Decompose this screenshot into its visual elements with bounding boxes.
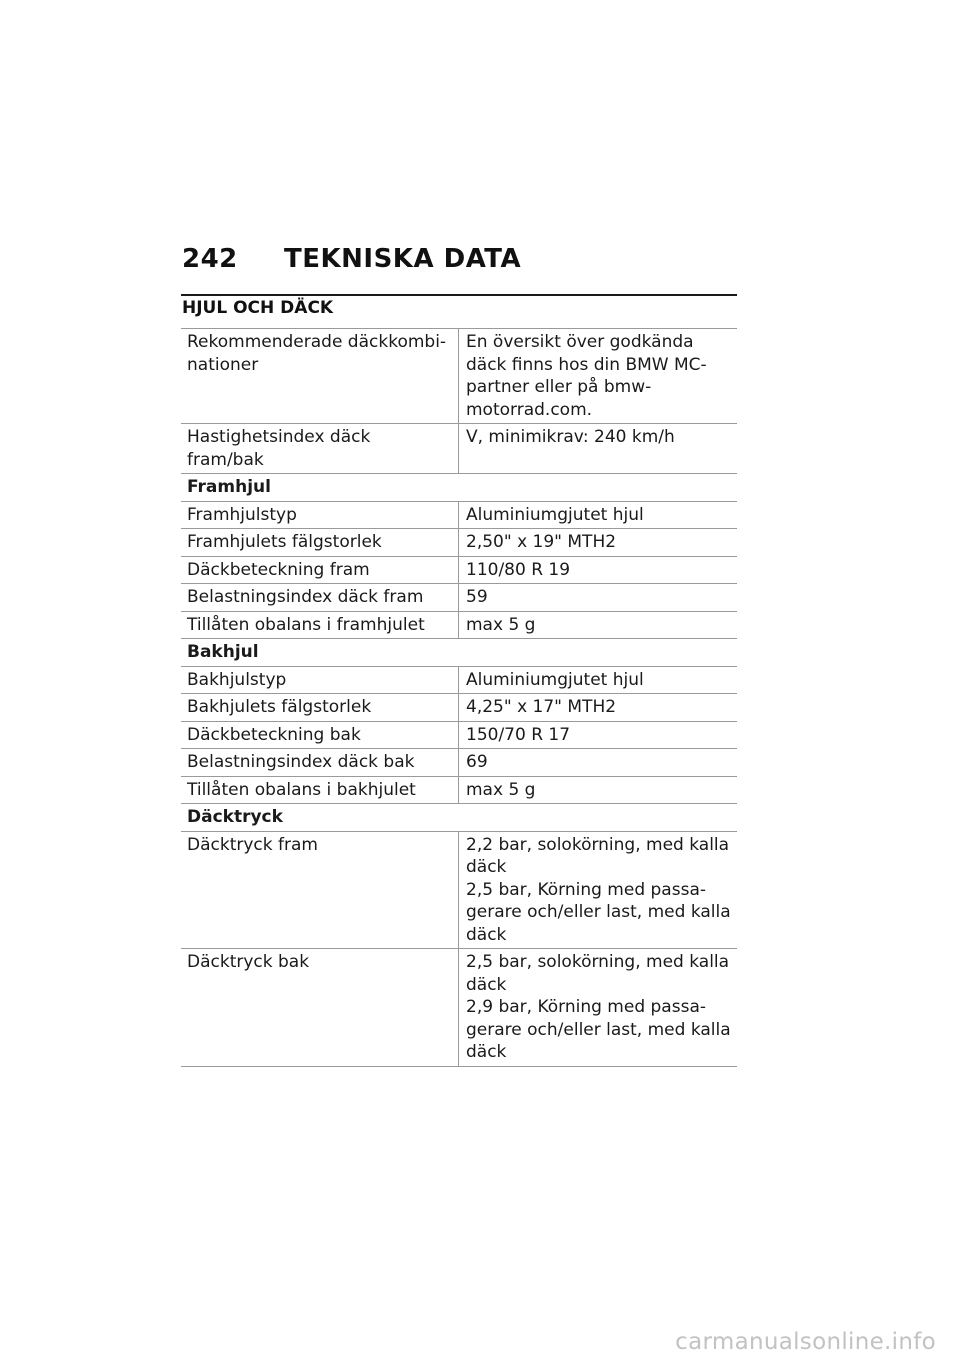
spec-value <box>459 556 738 584</box>
spec-value-line: V, minimikrav: 240 km/h <box>466 427 675 447</box>
group-header-row <box>181 804 737 832</box>
spec-value <box>459 611 738 639</box>
spec-value-line: 4,25" x 17" MTH2 <box>466 697 617 717</box>
spec-value-line: 2,50" x 19" MTH2 <box>466 532 617 552</box>
spec-row <box>181 501 737 529</box>
group-header: Däcktryck <box>187 807 283 827</box>
spec-label <box>181 776 459 804</box>
spec-row <box>181 329 737 424</box>
spec-value-line: däck <box>466 1042 507 1062</box>
spec-label <box>181 584 459 612</box>
watermark: carmanualsonline.info <box>675 1329 936 1355</box>
spec-value-line: Aluminiumgjutet hjul <box>466 504 644 525</box>
spec-label-line: Rekommenderade däckkombi- <box>187 332 447 352</box>
spec-value <box>459 529 738 557</box>
spec-value-line: däck <box>466 857 507 877</box>
spec-label <box>181 329 459 424</box>
spec-label <box>181 831 459 949</box>
spec-value <box>459 666 738 694</box>
spec-label <box>181 721 459 749</box>
spec-value <box>459 776 738 804</box>
spec-label <box>181 556 459 584</box>
spec-label <box>181 529 459 557</box>
chapter-title: TEKNISKA DATA <box>284 244 522 274</box>
spec-label <box>181 424 459 474</box>
spec-row <box>181 721 737 749</box>
spec-label-line: Belastningsindex däck bak <box>187 752 415 772</box>
spec-table <box>181 328 737 1067</box>
spec-value-line: gerare och/eller last, med kalla <box>466 902 731 922</box>
spec-row <box>181 666 737 694</box>
spec-label-line: Hastighetsindex däck fram/bak <box>187 427 371 470</box>
spec-label-line: Framhjulets fälgstorlek <box>187 532 382 552</box>
spec-value-line: däck <box>466 924 507 945</box>
spec-label-line: Däckbeteckning bak <box>187 724 361 745</box>
group-header-row <box>181 639 737 667</box>
page-number: 242 <box>182 244 238 274</box>
page-header <box>182 244 521 274</box>
section-title: HJUL OCH DÄCK <box>182 298 334 318</box>
spec-label-line: nationer <box>187 354 259 375</box>
group-header: Bakhjul <box>187 642 259 662</box>
spec-value <box>459 424 738 474</box>
spec-value <box>459 329 738 424</box>
group-header: Framhjul <box>187 477 271 497</box>
spec-value-line: 2,2 bar, solokörning, med kalla <box>466 834 730 855</box>
spec-value-line: 2,5 bar, solokörning, med kalla <box>466 952 730 972</box>
spec-value-line: 2,5 bar, Körning med passa- <box>466 879 706 900</box>
spec-value-line: 150/70 R 17 <box>466 724 571 745</box>
spec-label <box>181 949 459 1067</box>
spec-value-line: 69 <box>466 752 488 772</box>
spec-row <box>181 424 737 474</box>
spec-value <box>459 501 738 529</box>
spec-value-line: 59 <box>466 587 488 607</box>
spec-row <box>181 749 737 777</box>
section-divider <box>181 294 737 296</box>
spec-row <box>181 556 737 584</box>
spec-label-line: Framhjulstyp <box>187 504 297 525</box>
spec-label <box>181 694 459 722</box>
spec-value <box>459 694 738 722</box>
spec-value-line: Aluminiumgjutet hjul <box>466 669 644 690</box>
spec-label <box>181 666 459 694</box>
spec-label-line: Tillåten obalans i bakhjulet <box>187 779 416 800</box>
spec-value <box>459 831 738 949</box>
spec-row <box>181 584 737 612</box>
spec-label-line: Däckbeteckning fram <box>187 559 370 580</box>
spec-value-line: 110/80 R 19 <box>466 559 571 580</box>
spec-table-body <box>181 329 737 1067</box>
spec-label <box>181 749 459 777</box>
spec-label-line: Tillåten obalans i framhjulet <box>187 614 425 635</box>
spec-row <box>181 831 737 949</box>
spec-label-line: Däcktryck fram <box>187 834 318 855</box>
spec-value-line: max 5 g <box>466 614 536 635</box>
spec-label-line: Belastningsindex däck fram <box>187 587 424 607</box>
spec-row <box>181 611 737 639</box>
spec-value-line: 2,9 bar, Körning med passa- <box>466 997 706 1017</box>
spec-value <box>459 949 738 1067</box>
spec-label-line: Däcktryck bak <box>187 952 310 972</box>
spec-value-line: motorrad.com. <box>466 399 593 420</box>
spec-label <box>181 611 459 639</box>
spec-row <box>181 529 737 557</box>
spec-value-line: max 5 g <box>466 779 536 800</box>
spec-label-line: Bakhjulstyp <box>187 669 287 690</box>
spec-value-line: däck <box>466 974 507 995</box>
spec-row <box>181 694 737 722</box>
spec-value <box>459 584 738 612</box>
spec-row <box>181 776 737 804</box>
spec-value <box>459 721 738 749</box>
spec-label <box>181 501 459 529</box>
spec-label-line: Bakhjulets fälgstorlek <box>187 697 372 717</box>
group-header-row <box>181 474 737 502</box>
spec-value-line: partner eller på bmw- <box>466 377 652 397</box>
spec-value-line: däck finns hos din BMW MC- <box>466 354 707 375</box>
spec-value-line: En översikt över godkända <box>466 332 694 352</box>
spec-row <box>181 949 737 1067</box>
spec-value <box>459 749 738 777</box>
spec-value-line: gerare och/eller last, med kalla <box>466 1019 731 1040</box>
